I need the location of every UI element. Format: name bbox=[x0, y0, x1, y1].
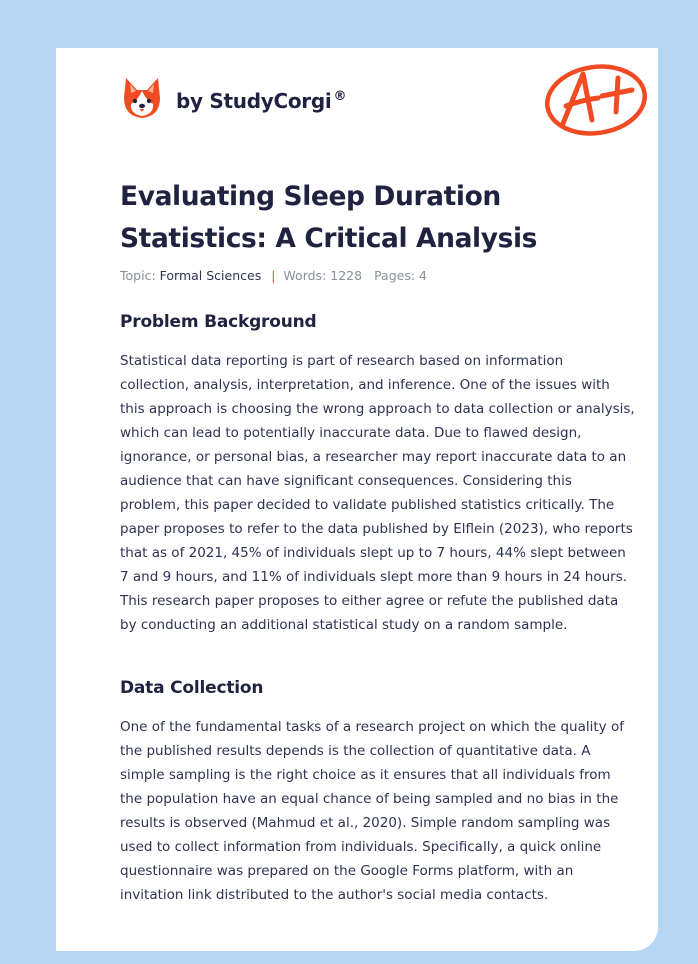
section-text-data-collection: One of the fundamental tasks of a research project on which the quality of the published results depends is the collection of quantitative data. A simple sampling is the right choice as it ensures that all individuals from the population have an equal chance of being sampled and no bias in the results is observed (Mahmud et al., 2020). Simple random sampling was used to collect information from individuals. Specifically, a quick online questionnaire was prepared on the Google Forms platform, with an invitation link distributed to the author's social media contacts. bbox=[120, 719, 624, 903]
registered-mark: ® bbox=[333, 89, 347, 105]
topic-label: Topic: bbox=[120, 268, 156, 283]
section-text-problem-background: Statistical data reporting is part of research based on information collection, analysis, interpretation, and inference. One of the issues with this approach is choosing the wrong approach to data collection or analysis, which can lead to potentially inaccurate data. Due to flawed design, ignorance, or personal bias, a researcher may report inaccurate data to an audience that can have significant consequences. Considering this problem, this paper decided to validate published statistics critically. The paper proposes to refer to the data published by Elflein (2023), who reports that as of 2021, 45% of individuals slept up to 7 hours, 44% slept between 7 and 9 hours, and 11% of individuals slept more than 9 hours in 24 hours. This research paper proposes to either agree or refute the published data by conducting an additional statistical study on a random sample. bbox=[120, 353, 635, 633]
grade-stamp bbox=[540, 60, 650, 146]
words-label: Words: bbox=[283, 268, 327, 283]
brand-name-text: by StudyCorgi bbox=[176, 89, 332, 113]
studycorgi-logo[interactable] bbox=[122, 76, 346, 120]
words-count: 1228 bbox=[330, 268, 363, 283]
corgi-icon bbox=[122, 76, 162, 120]
section-heading-problem-background: Problem Background bbox=[120, 312, 317, 332]
brand-name bbox=[176, 89, 346, 113]
pages-count: 4 bbox=[419, 268, 427, 283]
topic-link[interactable]: Formal Sciences bbox=[159, 268, 262, 283]
pages-label: Pages: bbox=[374, 268, 416, 283]
a-plus-grade-icon bbox=[540, 60, 650, 142]
meta-separator: | bbox=[271, 268, 276, 283]
document-meta bbox=[120, 268, 427, 283]
section-heading-data-collection: Data Collection bbox=[120, 678, 264, 698]
document-title: Evaluating Sleep Duration Statistics: A Critical Analysis bbox=[120, 181, 538, 254]
document-page bbox=[56, 48, 658, 951]
